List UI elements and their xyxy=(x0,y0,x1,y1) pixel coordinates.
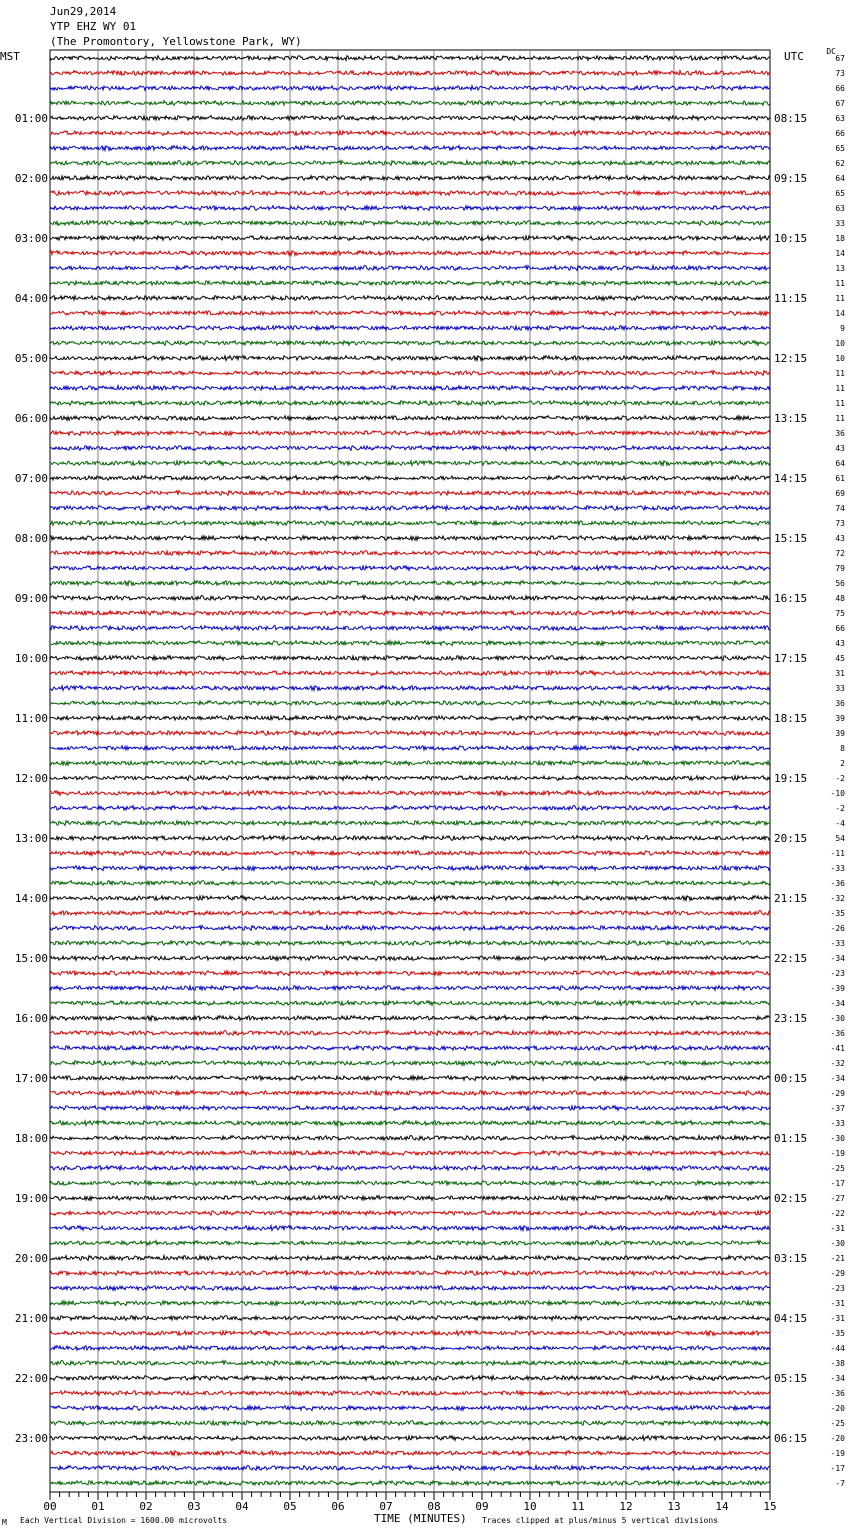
utc-hour-label: 00:15 xyxy=(774,1072,808,1085)
utc-hour-label: 06:15 xyxy=(774,1432,808,1445)
trace-row xyxy=(50,101,770,106)
trace-row xyxy=(50,1151,770,1156)
trace-row xyxy=(50,626,770,631)
trace-row xyxy=(50,1031,770,1036)
utc-axis-label: UTC xyxy=(784,50,804,63)
dc-offset-label: 33 xyxy=(835,219,845,228)
utc-hour-label: 16:15 xyxy=(774,592,808,605)
dc-offset-label: -36 xyxy=(830,1389,845,1398)
trace-row xyxy=(50,131,770,136)
trace-row xyxy=(50,1061,770,1066)
trace-row xyxy=(50,821,770,826)
trace-row xyxy=(50,1166,770,1171)
trace-row xyxy=(50,1346,770,1351)
dc-column-label: DC xyxy=(826,47,836,56)
mst-hour-label: 10:00 xyxy=(14,652,48,665)
mst-hour-label: 21:00 xyxy=(14,1312,48,1325)
dc-offset-label: -11 xyxy=(830,849,845,858)
utc-hour-label: 22:15 xyxy=(774,952,808,965)
mst-hour-label: 01:00 xyxy=(14,112,48,125)
trace-row xyxy=(50,281,770,286)
dc-offset-label: -26 xyxy=(830,924,845,933)
trace-row xyxy=(50,116,770,121)
trace-row xyxy=(50,1286,770,1291)
utc-hour-label: 15:15 xyxy=(774,532,808,545)
dc-offset-label: 10 xyxy=(835,354,845,363)
mst-hour-label: 15:00 xyxy=(14,952,48,965)
utc-hour-label: 17:15 xyxy=(774,652,808,665)
trace-row xyxy=(50,1391,770,1396)
trace-row xyxy=(50,776,770,781)
trace-row xyxy=(50,1106,770,1111)
mst-hour-label: 18:00 xyxy=(14,1132,48,1145)
dc-offset-label: 10 xyxy=(835,339,845,348)
trace-row xyxy=(50,911,770,916)
dc-offset-label: 62 xyxy=(835,159,845,168)
dc-offset-label: 67 xyxy=(835,54,845,63)
utc-hour-label: 01:15 xyxy=(774,1132,808,1145)
trace-row xyxy=(50,1331,770,1336)
dc-offset-label: -7 xyxy=(835,1479,845,1488)
dc-offset-label: -23 xyxy=(830,1284,845,1293)
dc-offset-label: -10 xyxy=(830,789,845,798)
dc-offset-label: 75 xyxy=(835,609,845,618)
mst-hour-label: 22:00 xyxy=(14,1372,48,1385)
trace-row xyxy=(50,1271,770,1276)
utc-hour-label: 12:15 xyxy=(774,352,808,365)
dc-offset-label: 66 xyxy=(835,624,845,633)
trace-row xyxy=(50,1256,770,1261)
dc-offset-label: 13 xyxy=(835,264,845,273)
dc-offset-label: 72 xyxy=(835,549,845,558)
trace-row xyxy=(50,806,770,811)
dc-offset-label: 8 xyxy=(840,744,845,753)
trace-row xyxy=(50,1196,770,1201)
dc-offset-label: -34 xyxy=(830,1374,845,1383)
dc-offset-label: -19 xyxy=(830,1149,845,1158)
trace-row xyxy=(50,341,770,346)
dc-offset-label: 11 xyxy=(835,279,845,288)
dc-offset-label: -36 xyxy=(830,879,845,888)
trace-row xyxy=(50,236,770,241)
utc-hour-label: 20:15 xyxy=(774,832,808,845)
mst-hour-label: 19:00 xyxy=(14,1192,48,1205)
mst-hour-label: 11:00 xyxy=(14,712,48,725)
dc-offset-label: 39 xyxy=(835,714,845,723)
trace-row xyxy=(50,836,770,841)
mst-hour-label: 05:00 xyxy=(14,352,48,365)
dc-offset-label: -32 xyxy=(830,894,845,903)
mst-hour-label: 16:00 xyxy=(14,1012,48,1025)
trace-row xyxy=(50,761,770,766)
mst-hour-label: 07:00 xyxy=(14,472,48,485)
dc-offset-label: -34 xyxy=(830,999,845,1008)
trace-row xyxy=(50,146,770,151)
trace-row xyxy=(50,176,770,181)
dc-offset-label: 18 xyxy=(835,234,845,243)
dc-offset-label: -29 xyxy=(830,1089,845,1098)
trace-row xyxy=(50,491,770,496)
dc-offset-label: 11 xyxy=(835,294,845,303)
x-tick-label: 14 xyxy=(715,1500,729,1513)
trace-row xyxy=(50,56,770,61)
trace-row xyxy=(50,701,770,706)
trace-row xyxy=(50,1181,770,1186)
mst-hour-label: 13:00 xyxy=(14,832,48,845)
x-tick-label: 06 xyxy=(331,1500,345,1513)
dc-offset-label: -39 xyxy=(830,984,845,993)
trace-row xyxy=(50,581,770,586)
trace-row xyxy=(50,1481,770,1486)
trace-row xyxy=(50,686,770,691)
trace-row xyxy=(50,941,770,946)
dc-offset-label: -17 xyxy=(830,1464,845,1473)
dc-offset-label: -32 xyxy=(830,1059,845,1068)
dc-offset-label: 61 xyxy=(835,474,845,483)
trace-row xyxy=(50,596,770,601)
x-tick-label: 11 xyxy=(571,1500,585,1513)
dc-offset-label: 67 xyxy=(835,99,845,108)
utc-hour-label: 14:15 xyxy=(774,472,808,485)
trace-row xyxy=(50,551,770,556)
trace-row xyxy=(50,206,770,211)
trace-row xyxy=(50,401,770,406)
trace-row xyxy=(50,1241,770,1246)
trace-row xyxy=(50,1121,770,1126)
dc-offset-label: -23 xyxy=(830,969,845,978)
dc-offset-label: -33 xyxy=(830,939,845,948)
utc-hour-label: 02:15 xyxy=(774,1192,808,1205)
dc-offset-label: -35 xyxy=(830,1329,845,1338)
x-tick-label: 04 xyxy=(235,1500,249,1513)
dc-offset-label: -25 xyxy=(830,1164,845,1173)
dc-offset-label: 45 xyxy=(835,654,845,663)
trace-row xyxy=(50,1001,770,1006)
mst-hour-label: 02:00 xyxy=(14,172,48,185)
trace-row xyxy=(50,1301,770,1306)
trace-row xyxy=(50,1046,770,1051)
trace-row xyxy=(50,461,770,466)
trace-row xyxy=(50,416,770,421)
trace-row xyxy=(50,536,770,541)
dc-offset-label: 9 xyxy=(840,324,845,333)
trace-row xyxy=(50,1376,770,1381)
dc-offset-label: 66 xyxy=(835,129,845,138)
trace-row xyxy=(50,1466,770,1471)
x-tick-label: 07 xyxy=(379,1500,393,1513)
trace-row xyxy=(50,221,770,226)
trace-row xyxy=(50,1406,770,1411)
dc-offset-label: 56 xyxy=(835,579,845,588)
trace-row xyxy=(50,851,770,856)
dc-offset-label: -33 xyxy=(830,864,845,873)
utc-hour-label: 21:15 xyxy=(774,892,808,905)
trace-row xyxy=(50,926,770,931)
trace-row xyxy=(50,1076,770,1081)
dc-offset-label: -34 xyxy=(830,954,845,963)
dc-offset-label: -37 xyxy=(830,1104,845,1113)
mst-hour-label: 03:00 xyxy=(14,232,48,245)
dc-offset-label: -31 xyxy=(830,1314,845,1323)
dc-offset-label: -41 xyxy=(830,1044,845,1053)
trace-row xyxy=(50,866,770,871)
dc-offset-label: -38 xyxy=(830,1359,845,1368)
dc-offset-label: -34 xyxy=(830,1074,845,1083)
dc-offset-label: -17 xyxy=(830,1179,845,1188)
trace-row xyxy=(50,1436,770,1441)
dc-offset-label: 39 xyxy=(835,729,845,738)
trace-row xyxy=(50,326,770,331)
x-tick-label: 01 xyxy=(91,1500,105,1513)
x-tick-label: 13 xyxy=(667,1500,681,1513)
dc-offset-label: 2 xyxy=(840,759,845,768)
dc-offset-label: -19 xyxy=(830,1449,845,1458)
trace-row xyxy=(50,1421,770,1426)
mst-hour-label: 20:00 xyxy=(14,1252,48,1265)
x-tick-label: 02 xyxy=(139,1500,153,1513)
trace-row xyxy=(50,371,770,376)
mst-axis-label: MST xyxy=(0,50,20,63)
trace-row xyxy=(50,86,770,91)
x-tick-label: 15 xyxy=(763,1500,777,1513)
trace-row xyxy=(50,266,770,271)
trace-row xyxy=(50,566,770,571)
dc-offset-label: -31 xyxy=(830,1224,845,1233)
trace-row xyxy=(50,431,770,436)
x-tick-label: 05 xyxy=(283,1500,297,1513)
trace-row xyxy=(50,731,770,736)
mst-hour-label: 06:00 xyxy=(14,412,48,425)
dc-offset-label: 64 xyxy=(835,174,845,183)
dc-offset-label: 63 xyxy=(835,204,845,213)
dc-offset-label: -31 xyxy=(830,1299,845,1308)
mst-hour-label: 09:00 xyxy=(14,592,48,605)
dc-offset-label: 11 xyxy=(835,369,845,378)
scale-note: Each Vertical Division = 1600.00 microvolts xyxy=(20,1516,228,1525)
x-tick-label: 12 xyxy=(619,1500,633,1513)
dc-offset-label: -33 xyxy=(830,1119,845,1128)
dc-offset-label: 48 xyxy=(835,594,845,603)
trace-row xyxy=(50,956,770,961)
utc-hour-label: 09:15 xyxy=(774,172,808,185)
dc-offset-label: -2 xyxy=(835,804,845,813)
dc-offset-label: -30 xyxy=(830,1239,845,1248)
trace-row xyxy=(50,521,770,526)
dc-offset-label: 64 xyxy=(835,459,845,468)
trace-row xyxy=(50,311,770,316)
utc-hour-label: 18:15 xyxy=(774,712,808,725)
trace-row xyxy=(50,611,770,616)
dc-offset-label: -29 xyxy=(830,1269,845,1278)
trace-row xyxy=(50,446,770,451)
dc-offset-label: 36 xyxy=(835,699,845,708)
utc-hour-label: 08:15 xyxy=(774,112,808,125)
trace-row xyxy=(50,506,770,511)
dc-offset-label: -30 xyxy=(830,1014,845,1023)
dc-offset-label: 36 xyxy=(835,429,845,438)
dc-offset-label: -44 xyxy=(830,1344,845,1353)
dc-offset-label: 43 xyxy=(835,444,845,453)
trace-row xyxy=(50,1016,770,1021)
dc-offset-label: 73 xyxy=(835,69,845,78)
dc-offset-label: 43 xyxy=(835,534,845,543)
trace-row xyxy=(50,251,770,256)
x-tick-label: 03 xyxy=(187,1500,201,1513)
dc-offset-label: 54 xyxy=(835,834,845,843)
dc-offset-label: 33 xyxy=(835,684,845,693)
x-tick-label: 09 xyxy=(475,1500,489,1513)
trace-row xyxy=(50,71,770,76)
trace-row xyxy=(50,1316,770,1321)
dc-offset-label: 11 xyxy=(835,384,845,393)
dc-offset-label: 65 xyxy=(835,189,845,198)
dc-offset-label: -21 xyxy=(830,1254,845,1263)
trace-row xyxy=(50,1361,770,1366)
utc-hour-label: 03:15 xyxy=(774,1252,808,1265)
mst-hour-label: 08:00 xyxy=(14,532,48,545)
dc-offset-label: 65 xyxy=(835,144,845,153)
utc-hour-label: 23:15 xyxy=(774,1012,808,1025)
trace-row xyxy=(50,1451,770,1456)
trace-row xyxy=(50,296,770,301)
trace-row xyxy=(50,881,770,886)
utc-hour-label: 04:15 xyxy=(774,1312,808,1325)
dc-offset-label: -22 xyxy=(830,1209,845,1218)
utc-hour-label: 19:15 xyxy=(774,772,808,785)
footer-mark: M xyxy=(2,1518,7,1527)
dc-offset-label: 31 xyxy=(835,669,845,678)
trace-row xyxy=(50,1211,770,1216)
dc-offset-label: 14 xyxy=(835,309,845,318)
clip-note: Traces clipped at plus/minus 5 vertical divisions xyxy=(482,1516,719,1525)
mst-hour-label: 23:00 xyxy=(14,1432,48,1445)
station-id: YTP EHZ WY 01 xyxy=(50,20,137,33)
dc-offset-label: 74 xyxy=(835,504,845,513)
trace-row xyxy=(50,386,770,391)
utc-hour-label: 05:15 xyxy=(774,1372,808,1385)
trace-row xyxy=(50,896,770,901)
trace-row xyxy=(50,716,770,721)
dc-offset-label: -20 xyxy=(830,1434,845,1443)
mst-hour-label: 17:00 xyxy=(14,1072,48,1085)
dc-offset-label: -27 xyxy=(830,1194,845,1203)
dc-offset-label: -2 xyxy=(835,774,845,783)
x-axis-title: TIME (MINUTES) xyxy=(374,1512,467,1525)
dc-offset-label: -35 xyxy=(830,909,845,918)
trace-row xyxy=(50,641,770,646)
trace-row xyxy=(50,1091,770,1096)
dc-offset-label: 73 xyxy=(835,519,845,528)
trace-row xyxy=(50,656,770,661)
plot-date: Jun29,2014 xyxy=(50,5,117,18)
trace-row xyxy=(50,161,770,166)
dc-offset-label: 66 xyxy=(835,84,845,93)
trace-row xyxy=(50,971,770,976)
trace-row xyxy=(50,356,770,361)
utc-hour-label: 11:15 xyxy=(774,292,808,305)
dc-offset-label: 63 xyxy=(835,114,845,123)
dc-offset-label: 43 xyxy=(835,639,845,648)
utc-hour-label: 13:15 xyxy=(774,412,808,425)
dc-offset-label: 69 xyxy=(835,489,845,498)
trace-row xyxy=(50,191,770,196)
dc-offset-label: -20 xyxy=(830,1404,845,1413)
x-tick-label: 10 xyxy=(523,1500,537,1513)
utc-hour-label: 10:15 xyxy=(774,232,808,245)
dc-offset-label: -30 xyxy=(830,1134,845,1143)
x-tick-label: 08 xyxy=(427,1500,441,1513)
trace-row xyxy=(50,791,770,796)
trace-row xyxy=(50,986,770,991)
dc-offset-label: 14 xyxy=(835,249,845,258)
trace-row xyxy=(50,1226,770,1231)
mst-hour-label: 14:00 xyxy=(14,892,48,905)
x-tick-label: 00 xyxy=(43,1500,57,1513)
mst-hour-label: 12:00 xyxy=(14,772,48,785)
trace-row xyxy=(50,671,770,676)
trace-row xyxy=(50,746,770,751)
dc-offset-label: -4 xyxy=(835,819,845,828)
mst-hour-label: 04:00 xyxy=(14,292,48,305)
station-location: (The Promontory, Yellowstone Park, WY) xyxy=(50,35,302,48)
dc-offset-label: -36 xyxy=(830,1029,845,1038)
dc-offset-label: 79 xyxy=(835,564,845,573)
dc-offset-label: 11 xyxy=(835,414,845,423)
trace-row xyxy=(50,1136,770,1141)
dc-offset-label: 11 xyxy=(835,399,845,408)
dc-offset-label: -25 xyxy=(830,1419,845,1428)
trace-row xyxy=(50,476,770,481)
